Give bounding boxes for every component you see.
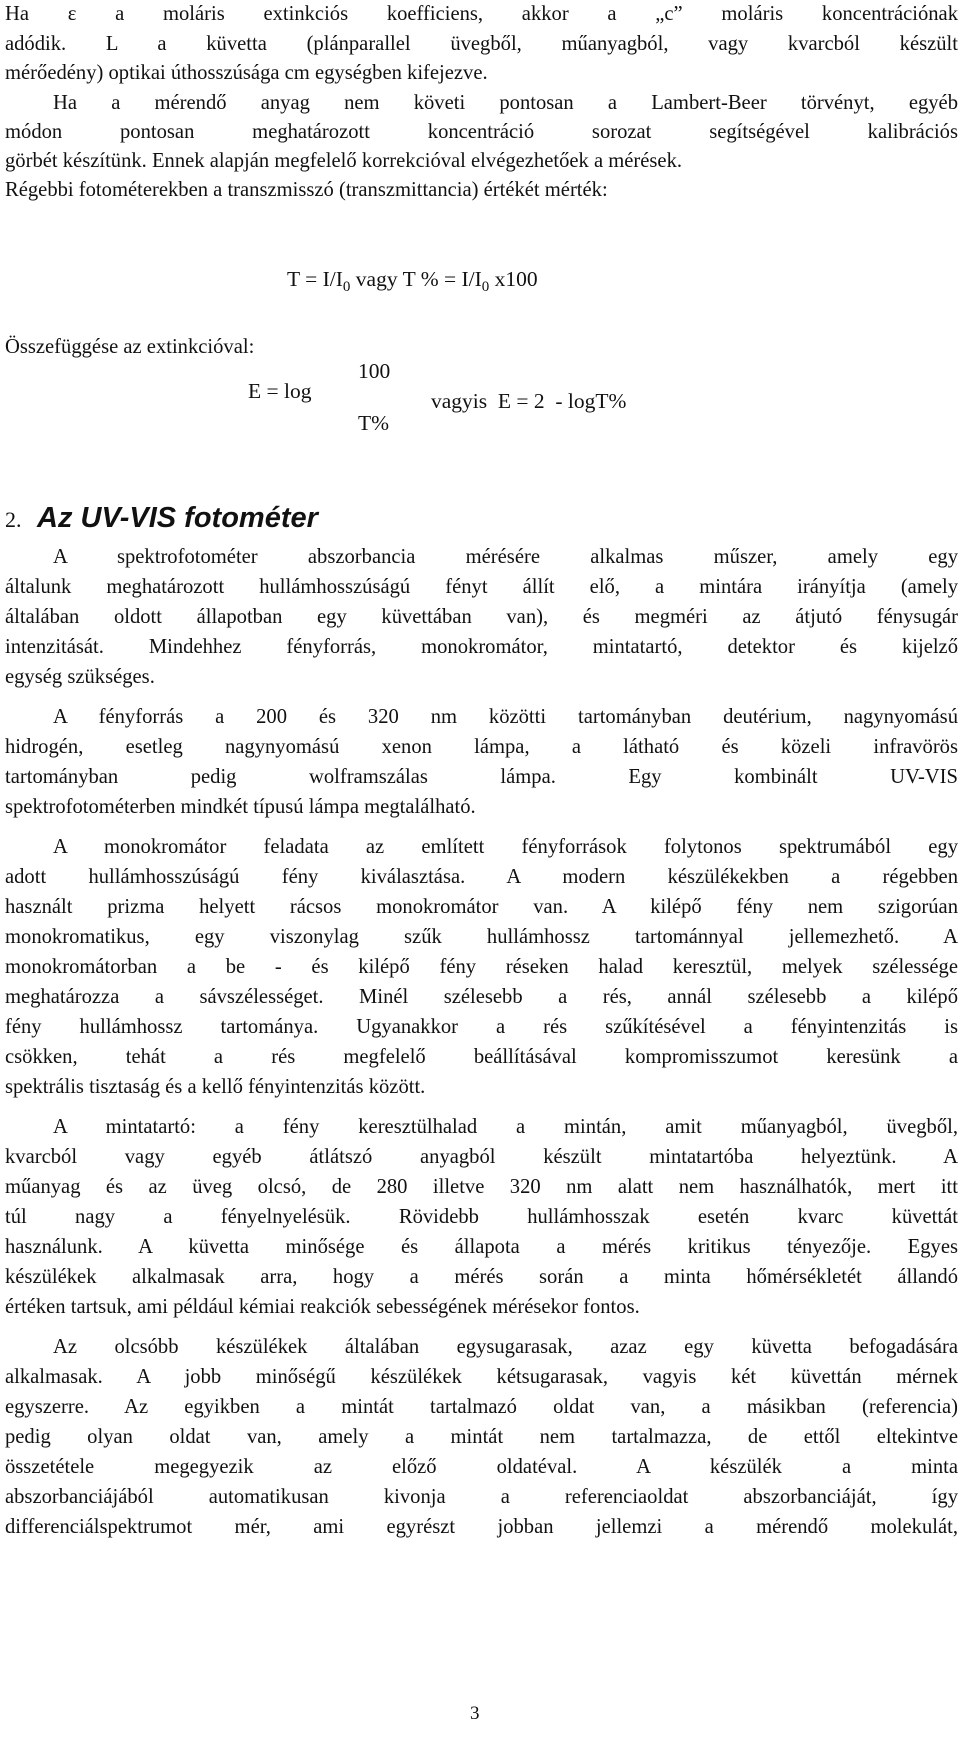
intro-line: görbét készítünk. Ennek alapján megfelelő korrekcióval elvégezhetőek a mérések. xyxy=(5,150,683,172)
body-line: csökken, tehát a rés megfelelő beállításával kompromisszumot keresünk a xyxy=(5,1046,958,1068)
body-line: differenciálspektrumot mér, ami egyrészt jobban jellemzi a mérendő molekulát, xyxy=(5,1516,958,1538)
body-line: pedig olyan oldat van, amely a mintát nem tartalmazza, de ettől eltekintve xyxy=(5,1426,958,1448)
body-line: tartományban pedig wolframszálas lámpa. Egy kombinált UV-VIS xyxy=(5,766,958,788)
intro-line: mérőedény) optikai úthosszúsága cm egységben kifejezve. xyxy=(5,62,488,84)
body-line: egység szükséges. xyxy=(5,666,155,688)
intro-line: módon pontosan meghatározott koncentráció sorozat segítségével kalibrációs xyxy=(5,121,958,143)
body-line: adott hullámhosszúságú fény kiválasztása. A modern készülékekben a régebben xyxy=(5,866,958,888)
intro-line: Régebbi fotométerekben a transzmisszó (transzmittancia) értékét mérték: xyxy=(5,179,608,201)
body-line: összetétele megegyezik az előző oldatéval. A készülék a minta xyxy=(5,1456,958,1478)
body-line: intenzitását. Mindehhez fényforrás, monokromátor, mintatartó, detektor és kijelző xyxy=(5,636,958,658)
section-title: Az UV-VIS fotométer xyxy=(37,502,318,534)
body-line: monokromátorban a be - és kilépő fény réseken halad keresztül, melyek szélessége xyxy=(5,956,958,978)
transmittance-formula: $T = I/I_0$ vagy T % = $I/I_0$ x100 xyxy=(287,267,538,295)
body-line: értéken tartsuk, ami például kémiai reakciók sebességének mérésekor fontos. xyxy=(5,1296,640,1318)
section-number: 2. xyxy=(5,507,22,532)
body-line: meghatározza a sávszélességet. Minél szélesebb a rés, annál szélesebb a kilépő xyxy=(5,986,958,1008)
relation-label: Összefüggése az extinkcióval: xyxy=(5,336,255,358)
body-line: A mintatartó: a fény keresztülhalad a mintán, amit műanyagból, üvegből, xyxy=(53,1116,958,1138)
body-line: használunk. A küvetta minősége és állapota a mérés kritikus tényezője. Egyes xyxy=(5,1236,958,1258)
formula-lhs: E = log xyxy=(248,379,312,403)
body-line: egyszerre. Az egyikben a mintát tartalmazó oldat van, a másikban (referencia) xyxy=(5,1396,958,1418)
body-line: túl nagy a fényelnyelésük. Rövidebb hullámhosszak esetén kvarc küvettát xyxy=(5,1206,958,1228)
body-line: spektrofotométerben mindkét típusú lámpa megtalálható. xyxy=(5,796,476,818)
body-line: készülékek alkalmasak arra, hogy a mérés során a minta hőmérsékletét állandó xyxy=(5,1266,958,1288)
body-line: fény hullámhossz tartománya. Ugyanakkor a rés szűkítésével a fényintenzitás is xyxy=(5,1016,958,1038)
intro-line: Ha ε a moláris extinkciós koefficiens, akkor a „c” moláris koncentrációnak xyxy=(5,3,958,25)
body-line: általában oldott állapotban egy küvettában van), és megméri az átjutó fénysugár xyxy=(5,606,958,628)
body-line: műanyag és az üveg olcsó, de 280 illetve 320 nm alatt nem használhatók, mert itt xyxy=(5,1176,958,1198)
page-number: 3 xyxy=(470,1703,480,1724)
formula-rhs: vagyis E = 2 - logT% xyxy=(431,389,627,413)
intro-line: adódik. L a küvetta (plánparallel üvegből, műanyagból, vagy kvarcból készült xyxy=(5,33,958,55)
body-line: A spektrofotométer abszorbancia mérésére alkalmas műszer, amely egy xyxy=(53,546,958,568)
body-line: használt prizma helyett rácsos monokromátor van. A kilépő fény nem szigorúan xyxy=(5,896,958,918)
body-line: abszorbanciájából automatikusan kivonja a referenciaoldat abszorbanciáját, így xyxy=(5,1486,958,1508)
formula-numerator: 100 xyxy=(358,359,391,383)
intro-line: Ha a mérendő anyag nem követi pontosan a Lambert-Beer törvényt, egyéb xyxy=(53,92,958,114)
body-line: Az olcsóbb készülékek általában egysugarasak, azaz egy küvetta befogadására xyxy=(53,1336,958,1358)
body-line: spektrális tisztaság és a kellő fényintenzitás között. xyxy=(5,1076,426,1098)
body-line: általunk meghatározott hullámhosszúságú fényt állít elő, a mintára irányítja (amely xyxy=(5,576,958,598)
body-line: alkalmasak. A jobb minőségű készülékek kétsugarasak, vagyis két küvettán mérnek xyxy=(5,1366,958,1388)
formula-denominator: T% xyxy=(358,411,390,435)
body-line: kvarcból vagy egyéb átlátszó anyagból készült mintatartóba helyeztünk. A xyxy=(5,1146,958,1168)
body-line: A monokromátor feladata az említett fényforrások folytonos spektrumából egy xyxy=(53,836,958,858)
body-line: A fényforrás a 200 és 320 nm közötti tartományban deutérium, nagynyomású xyxy=(53,706,958,728)
body-line: hidrogén, esetleg nagynyomású xenon lámpa, a látható és közeli infravörös xyxy=(5,736,958,758)
body-line: monokromatikus, egy viszonylag szűk hullámhossz tartománnyal jellemezhető. A xyxy=(5,926,958,948)
